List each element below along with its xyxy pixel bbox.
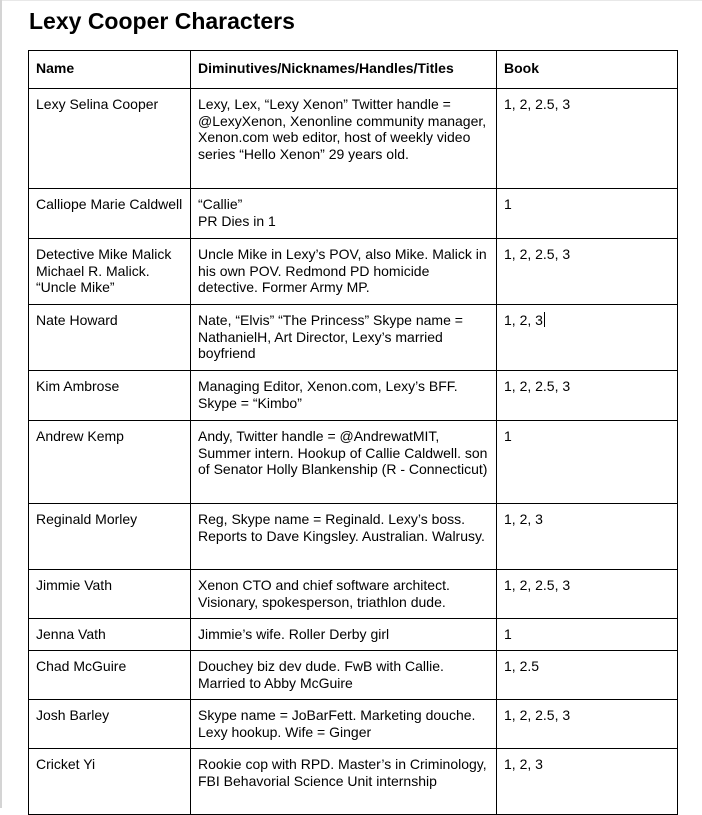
cell-details[interactable]: Rookie cop with RPD. Master’s in Criminology, FBI Behavorial Science Unit internship [191,749,497,815]
table-row [29,504,678,570]
header-diminutives[interactable]: Diminutives/Nicknames/Handles/Titles [191,51,497,89]
cell-details[interactable]: Andy, Twitter handle = @AndrewatMIT, Summer intern. Hookup of Callie Caldwell. son of Senator Holly Blankenship (R - Connecticut) [191,421,497,504]
cell-books-text: 1, 2, 3 [504,312,543,328]
cell-books[interactable]: 1 [497,189,678,239]
cell-name[interactable]: Andrew Kemp [29,421,191,504]
cell-name[interactable]: Nate Howard [29,305,191,371]
cell-name[interactable] [29,239,191,305]
cell-details[interactable]: Reg, Skype name = Reginald. Lexy’s boss. Reports to Dave Kingsley. Australian. Walrusy. [191,504,497,570]
header-name[interactable]: Name [29,51,191,89]
document-title: Lexy Cooper Characters [29,8,295,34]
cell-name[interactable]: Jenna Vath [29,619,191,651]
table-row [29,619,678,651]
page-top-edge [0,0,702,1]
table-row [29,89,678,189]
table-row [29,305,678,371]
header-book[interactable]: Book [497,51,678,89]
cell-details[interactable]: Nate, “Elvis” “The Princess” Skype name = NathanielH, Art Director, Lexy’s married boyfriend [191,305,497,371]
cell-books[interactable] [497,305,678,371]
cell-details[interactable]: Douchey biz dev dude. FwB with Callie. Married to Abby McGuire [191,651,497,700]
cell-name[interactable]: Josh Barley [29,700,191,749]
table-row [29,371,678,421]
cell-name[interactable]: Cricket Yi [29,749,191,815]
table-header-row [29,51,678,89]
cell-name[interactable]: Jimmie Vath [29,570,191,619]
table-row [29,239,678,305]
text-cursor [544,312,545,327]
table-row [29,651,678,700]
cell-books[interactable]: 1, 2, 2.5, 3 [497,371,678,421]
cell-name[interactable]: Kim Ambrose [29,371,191,421]
cell-details[interactable]: Lexy, Lex, “Lexy Xenon” Twitter handle = @LexyXenon, Xenonline community manager, Xenon.com web editor, host of weekly video series “Hello Xenon” 29 years old. [191,89,497,189]
cell-name[interactable]: Reginald Morley [29,504,191,570]
table-row [29,700,678,749]
cell-books[interactable]: 1, 2, 2.5, 3 [497,570,678,619]
cell-books[interactable]: 1, 2, 2.5, 3 [497,700,678,749]
cell-details-line: “Callie” [198,196,243,212]
cell-books[interactable]: 1, 2, 3 [497,749,678,815]
cell-books[interactable]: 1 [497,619,678,651]
cell-books[interactable]: 1 [497,421,678,504]
page-left-edge [0,0,2,808]
cell-books[interactable]: 1, 2, 2.5, 3 [497,89,678,189]
cell-books[interactable]: 1, 2.5 [497,651,678,700]
cell-details-line: PR Dies in 1 [198,212,276,229]
cell-name-line: Detective Mike Malick [36,246,172,262]
cell-name[interactable]: Calliope Marie Caldwell [29,189,191,239]
cell-books[interactable]: 1, 2, 2.5, 3 [497,239,678,305]
cell-details[interactable] [191,189,497,239]
cell-details[interactable]: Uncle Mike in Lexy’s POV, also Mike. Malick in his own POV. Redmond PD homicide detective. Former Army MP. [191,239,497,305]
cell-details[interactable]: Managing Editor, Xenon.com, Lexy’s BFF. Skype = “Kimbo” [191,371,497,421]
table-row [29,189,678,239]
cell-name[interactable]: Lexy Selina Cooper [29,89,191,189]
cell-books[interactable]: 1, 2, 3 [497,504,678,570]
characters-table [28,50,678,815]
cell-details[interactable]: Xenon CTO and chief software architect. Visionary, spokesperson, triathlon dude. [191,570,497,619]
table-row [29,749,678,815]
table-row [29,570,678,619]
cell-details[interactable]: Jimmie’s wife. Roller Derby girl [191,619,497,651]
cell-details[interactable]: Skype name = JoBarFett. Marketing douche. Lexy hookup. Wife = Ginger [191,700,497,749]
cell-name-line: Michael R. Malick. [36,262,150,279]
table-row [29,421,678,504]
cell-name-line: “Uncle Mike” [36,279,115,295]
cell-name[interactable]: Chad McGuire [29,651,191,700]
